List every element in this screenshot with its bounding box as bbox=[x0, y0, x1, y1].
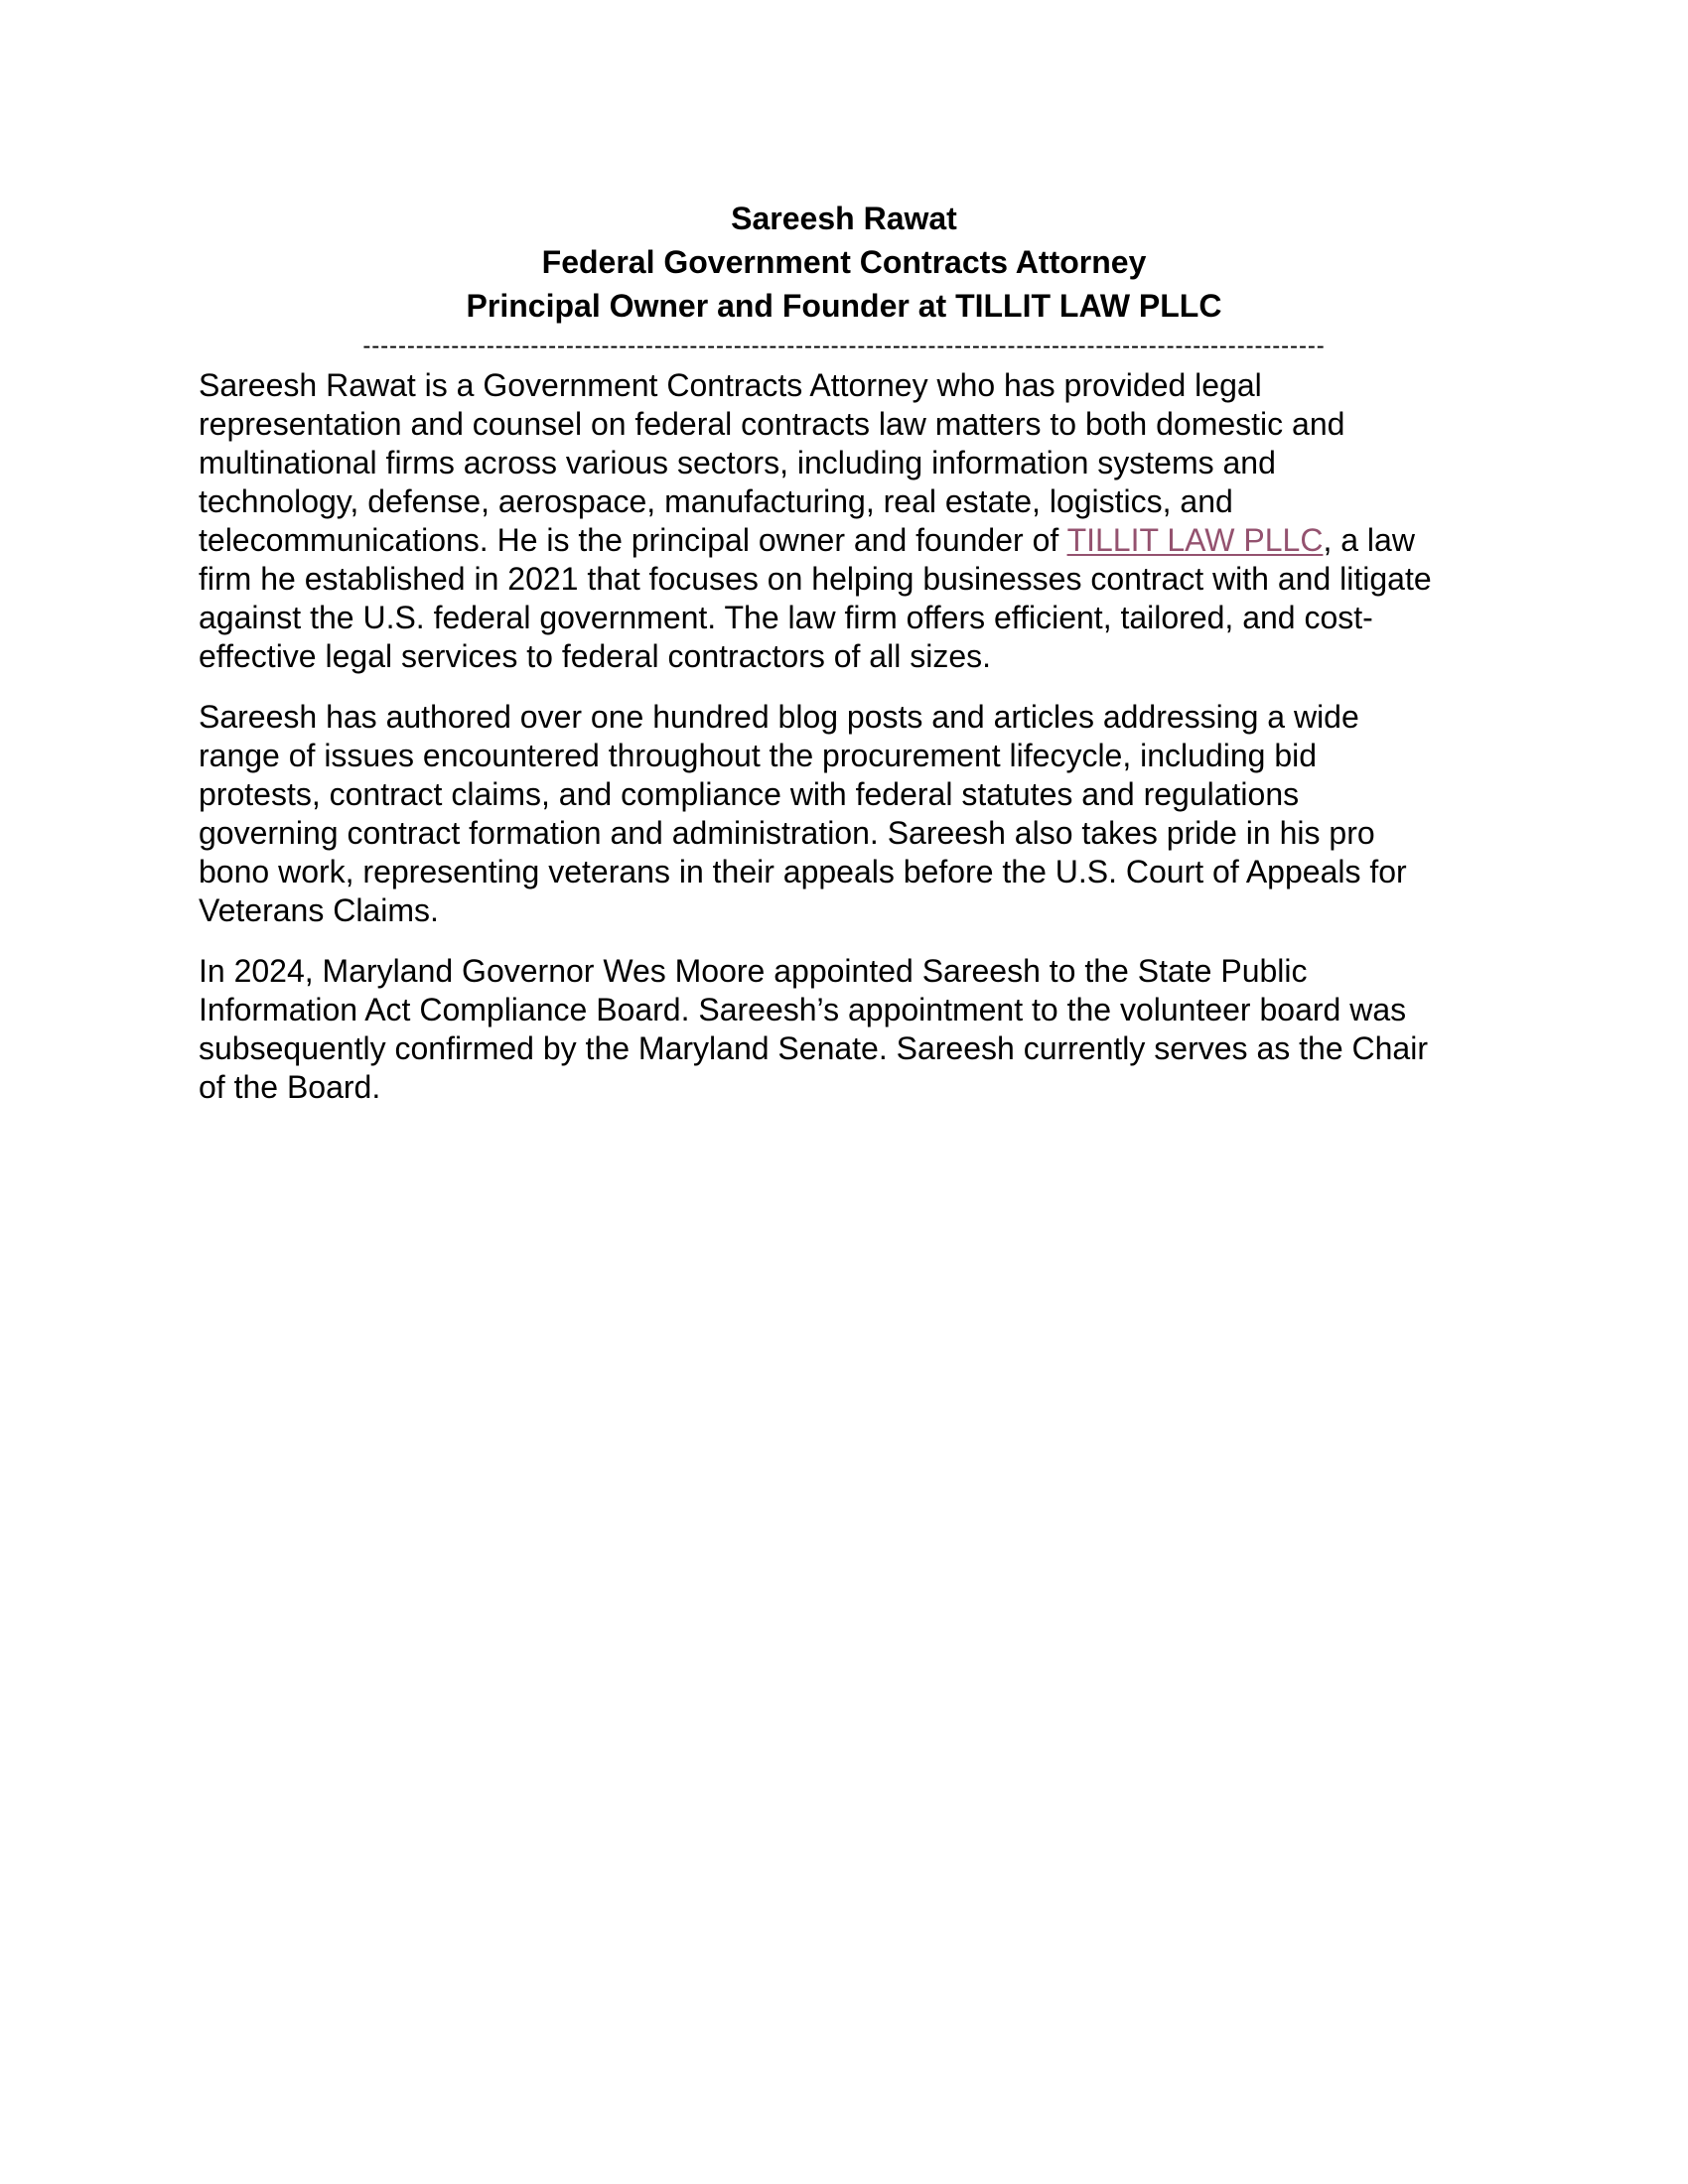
text-line: of the Board. bbox=[199, 1069, 381, 1105]
paragraph-1 bbox=[199, 366, 1499, 676]
text-line: Sareesh has authored over one hundred blog posts and articles addressing a wide bbox=[199, 699, 1359, 735]
text-line: protests, contract claims, and compliance with federal statutes and regulations bbox=[199, 776, 1300, 812]
paragraph-2 bbox=[199, 698, 1499, 930]
text-line: multinational firms across various sectors, including information systems and bbox=[199, 445, 1276, 480]
text-line: against the U.S. federal government. The law firm offers efficient, tailored, and cost- bbox=[199, 600, 1373, 635]
author-role: Principal Owner and Founder at TILLIT LAW PLLC bbox=[466, 288, 1222, 324]
text-line: Veterans Claims. bbox=[199, 892, 439, 928]
text-segment: , a law bbox=[1323, 522, 1415, 558]
dashed-divider: ------------------------------------------------------------------------------------------------------------- bbox=[362, 335, 1326, 358]
paragraph-3 bbox=[199, 952, 1499, 1107]
tillit-law-link[interactable]: TILLIT LAW PLLC bbox=[1066, 522, 1324, 558]
author-name: Sareesh Rawat bbox=[731, 201, 957, 236]
text-line: governing contract formation and administration. Sareesh also takes pride in his pro bbox=[199, 815, 1375, 851]
text-line: effective legal services to federal contractors of all sizes. bbox=[199, 638, 991, 674]
text-line: technology, defense, aerospace, manufacturing, real estate, logistics, and bbox=[199, 483, 1233, 519]
document-body bbox=[199, 366, 1499, 1129]
text-line: representation and counsel on federal contracts law matters to both domestic and bbox=[199, 406, 1345, 442]
text-line: Sareesh Rawat is a Government Contracts Attorney who has provided legal bbox=[199, 367, 1262, 403]
text-line-with-link bbox=[199, 521, 1499, 560]
text-line: In 2024, Maryland Governor Wes Moore appointed Sareesh to the State Public bbox=[199, 953, 1308, 989]
text-line: bono work, representing veterans in their appeals before the U.S. Court of Appeals for bbox=[199, 854, 1407, 889]
text-line: subsequently confirmed by the Maryland Senate. Sareesh currently serves as the Chair bbox=[199, 1030, 1428, 1066]
text-line: range of issues encountered throughout the procurement lifecycle, including bid bbox=[199, 738, 1318, 773]
author-title: Federal Government Contracts Attorney bbox=[541, 244, 1147, 280]
text-line: Information Act Compliance Board. Sareesh’s appointment to the volunteer board was bbox=[199, 992, 1407, 1027]
document-header bbox=[0, 197, 1688, 328]
text-line: firm he established in 2021 that focuses on helping businesses contract with and litigate bbox=[199, 561, 1432, 597]
text-segment: telecommunications. He is the principal owner and founder of bbox=[199, 522, 1067, 558]
